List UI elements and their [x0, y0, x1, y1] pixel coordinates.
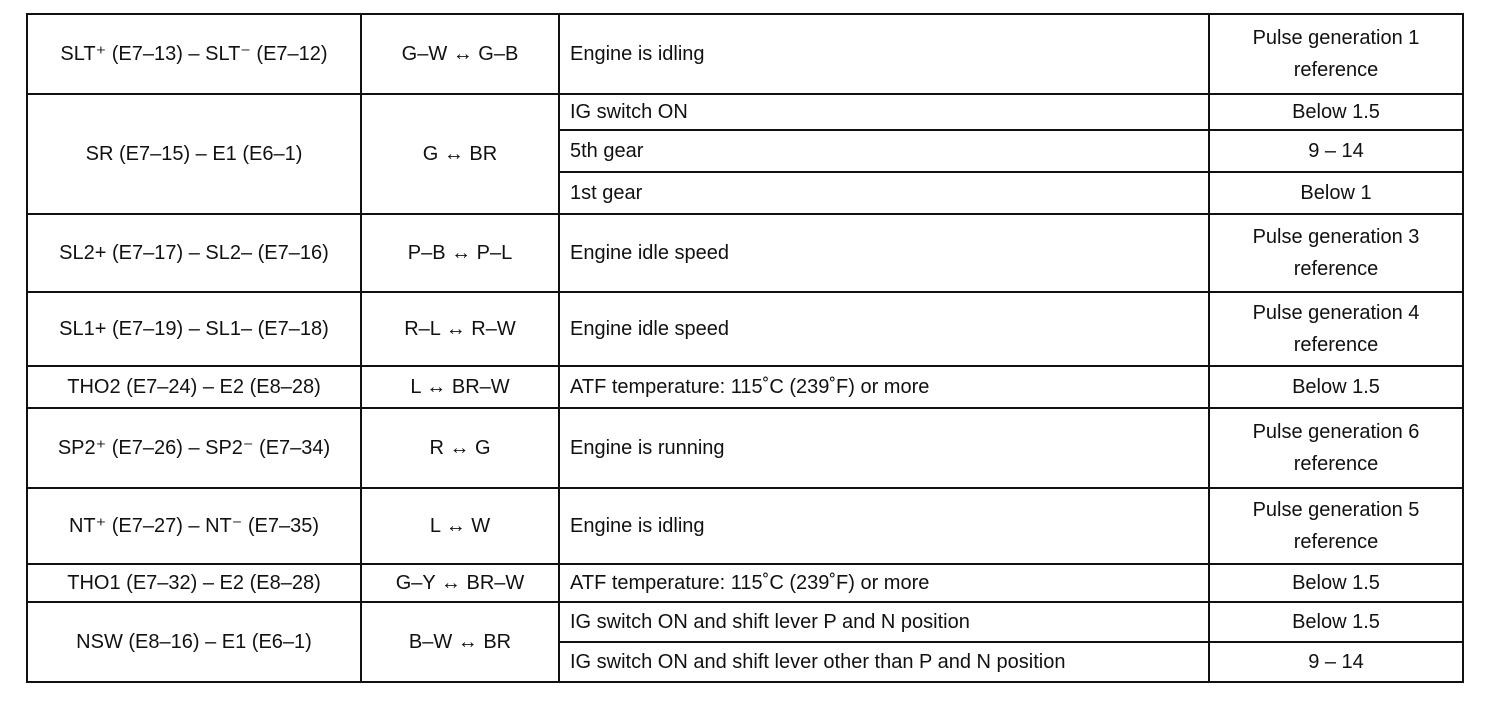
- table-row: [27, 214, 1463, 292]
- wiring-color-cell: G ↔ BR: [361, 94, 559, 214]
- condition-cell: ATF temperature: 115˚C (239˚F) or more: [559, 564, 1209, 602]
- condition-cell: IG switch ON and shift lever P and N position: [559, 602, 1209, 642]
- terminal-cell: SL1+ (E7–19) – SL1– (E7–18): [27, 292, 361, 366]
- terminal-spec-table: [26, 13, 1464, 683]
- condition-cell: IG switch ON and shift lever other than P and N position: [559, 642, 1209, 682]
- condition-cell: IG switch ON: [559, 94, 1209, 130]
- terminal-cell: SP2⁺ (E7–26) – SP2⁻ (E7–34): [27, 408, 361, 488]
- spec-value-cell: Pulse generation 6 reference: [1209, 408, 1463, 488]
- table-row: [27, 408, 1463, 488]
- wiring-color-cell: B–W ↔ BR: [361, 602, 559, 682]
- terminal-cell: SL2+ (E7–17) – SL2– (E7–16): [27, 214, 361, 292]
- wiring-color-cell: L ↔ W: [361, 488, 559, 564]
- terminal-cell: THO1 (E7–32) – E2 (E8–28): [27, 564, 361, 602]
- wiring-color-cell: R ↔ G: [361, 408, 559, 488]
- terminal-cell: SLT⁺ (E7–13) – SLT⁻ (E7–12): [27, 14, 361, 94]
- condition-cell: Engine idle speed: [559, 292, 1209, 366]
- condition-cell: ATF temperature: 115˚C (239˚F) or more: [559, 366, 1209, 408]
- spec-value-cell: Pulse generation 1 reference: [1209, 14, 1463, 94]
- terminal-cell: NSW (E8–16) – E1 (E6–1): [27, 602, 361, 682]
- spec-value-cell: Below 1.5: [1209, 564, 1463, 602]
- spec-value-cell: Pulse generation 5 reference: [1209, 488, 1463, 564]
- spec-table-container: [26, 13, 1464, 683]
- table-row: [27, 94, 1463, 130]
- condition-cell: Engine is running: [559, 408, 1209, 488]
- spec-value-cell: 9 – 14: [1209, 642, 1463, 682]
- terminal-cell: NT⁺ (E7–27) – NT⁻ (E7–35): [27, 488, 361, 564]
- spec-value-cell: Below 1.5: [1209, 94, 1463, 130]
- wiring-color-cell: G–Y ↔ BR–W: [361, 564, 559, 602]
- spec-value-cell: Below 1.5: [1209, 602, 1463, 642]
- terminal-cell: THO2 (E7–24) – E2 (E8–28): [27, 366, 361, 408]
- condition-cell: 5th gear: [559, 130, 1209, 172]
- wiring-color-cell: G–W ↔ G–B: [361, 14, 559, 94]
- condition-cell: 1st gear: [559, 172, 1209, 214]
- spec-value-cell: Below 1: [1209, 172, 1463, 214]
- condition-cell: Engine idle speed: [559, 214, 1209, 292]
- wiring-color-cell: P–B ↔ P–L: [361, 214, 559, 292]
- spec-value-cell: Pulse generation 4 reference: [1209, 292, 1463, 366]
- spec-value-cell: 9 – 14: [1209, 130, 1463, 172]
- table-row: [27, 488, 1463, 564]
- table-row: [27, 602, 1463, 642]
- wiring-color-cell: L ↔ BR–W: [361, 366, 559, 408]
- table-row: [27, 14, 1463, 94]
- wiring-color-cell: R–L ↔ R–W: [361, 292, 559, 366]
- table-row: [27, 564, 1463, 602]
- table-row: [27, 292, 1463, 366]
- table-row: [27, 366, 1463, 408]
- condition-cell: Engine is idling: [559, 488, 1209, 564]
- spec-value-cell: Below 1.5: [1209, 366, 1463, 408]
- terminal-cell: SR (E7–15) – E1 (E6–1): [27, 94, 361, 214]
- spec-value-cell: Pulse generation 3 reference: [1209, 214, 1463, 292]
- condition-cell: Engine is idling: [559, 14, 1209, 94]
